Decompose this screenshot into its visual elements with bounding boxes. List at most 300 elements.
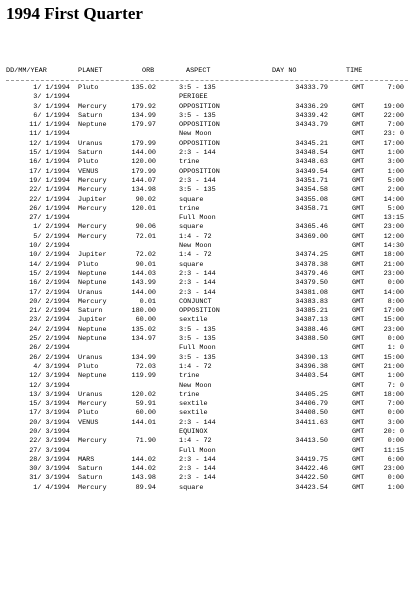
table-row xyxy=(0,400,412,409)
cell-timezone: GMT xyxy=(352,409,365,418)
cell-day-no: 34345.21 xyxy=(295,139,328,148)
cell-aspect: EQUINOX xyxy=(179,427,208,436)
cell-orb: 179.99 xyxy=(131,139,156,148)
cell-timezone: GMT xyxy=(352,390,365,399)
cell-date: 6/ 1/1994 xyxy=(33,111,70,120)
cell-orb: 143.99 xyxy=(131,279,156,288)
cell-timezone: GMT xyxy=(352,372,365,381)
cell-timezone: GMT xyxy=(352,362,365,371)
cell-planet: MARS xyxy=(78,455,95,464)
cell-planet: Pluto xyxy=(78,409,99,418)
cell-day-no: 34351.71 xyxy=(295,176,328,185)
cell-planet: Pluto xyxy=(78,260,99,269)
cell-date: 15/ 2/1994 xyxy=(29,269,70,278)
cell-aspect: 2:3 - 144 xyxy=(179,455,216,464)
table-row xyxy=(0,316,412,325)
cell-time: 23:00 xyxy=(383,325,404,334)
cell-orb: 143.98 xyxy=(131,474,156,483)
cell-aspect: OPPOSITION xyxy=(179,307,220,316)
cell-aspect: 3:5 - 135 xyxy=(179,111,216,120)
table-row xyxy=(0,279,412,288)
cell-date: 31/ 3/1994 xyxy=(29,474,70,483)
cell-date: 14/ 2/1994 xyxy=(29,260,70,269)
cell-date: 13/ 3/1994 xyxy=(29,390,70,399)
header-orb: ORB xyxy=(142,67,155,75)
cell-planet: Neptune xyxy=(78,325,107,334)
cell-aspect: 2:3 - 144 xyxy=(179,474,216,483)
cell-date: 15/ 3/1994 xyxy=(29,400,70,409)
cell-date: 20/ 3/1994 xyxy=(29,418,70,427)
cell-orb: 60.00 xyxy=(135,316,156,325)
cell-date: 1/ 2/1994 xyxy=(33,223,70,232)
cell-orb: 144.02 xyxy=(131,455,156,464)
cell-time: 7:00 xyxy=(387,121,404,130)
cell-aspect: square xyxy=(179,195,204,204)
cell-planet: Pluto xyxy=(78,158,99,167)
cell-time: 7: 0 xyxy=(387,381,404,390)
cell-timezone: GMT xyxy=(352,307,365,316)
cell-planet: VENUS xyxy=(78,167,99,176)
cell-planet: Uranus xyxy=(78,390,103,399)
aspect-table xyxy=(0,84,412,493)
cell-timezone: GMT xyxy=(352,195,365,204)
cell-date: 26/ 1/1994 xyxy=(29,204,70,213)
cell-day-no: 34339.42 xyxy=(295,111,328,120)
cell-timezone: GMT xyxy=(352,418,365,427)
cell-planet: Neptune xyxy=(78,279,107,288)
cell-day-no: 34406.79 xyxy=(295,400,328,409)
cell-planet: Neptune xyxy=(78,269,107,278)
cell-planet: Mercury xyxy=(78,204,107,213)
cell-day-no: 34355.08 xyxy=(295,195,328,204)
cell-time: 11:15 xyxy=(383,446,404,455)
table-row xyxy=(0,474,412,483)
cell-date: 11/ 1/1994 xyxy=(29,121,70,130)
cell-date: 1/ 1/1994 xyxy=(33,84,70,92)
cell-aspect: 3:5 - 135 xyxy=(179,84,216,92)
table-row xyxy=(0,251,412,260)
cell-date: 10/ 2/1994 xyxy=(29,251,70,260)
cell-orb: 90.02 xyxy=(135,195,156,204)
cell-timezone: GMT xyxy=(352,427,365,436)
cell-time: 1:00 xyxy=(387,167,404,176)
cell-aspect: sextile xyxy=(179,409,208,418)
table-row xyxy=(0,298,412,307)
cell-time: 22:00 xyxy=(383,111,404,120)
cell-time: 14:30 xyxy=(383,242,404,251)
cell-aspect: OPPOSITION xyxy=(179,121,220,130)
table-row xyxy=(0,270,412,279)
cell-orb: 120.00 xyxy=(131,158,156,167)
cell-timezone: GMT xyxy=(352,344,365,353)
table-row xyxy=(0,335,412,344)
cell-timezone: GMT xyxy=(352,455,365,464)
cell-date: 12/ 1/1994 xyxy=(29,139,70,148)
cell-time: 7:00 xyxy=(387,84,404,92)
cell-aspect: OPPOSITION xyxy=(179,139,220,148)
cell-day-no: 34396.38 xyxy=(295,362,328,371)
cell-time: 5:00 xyxy=(387,176,404,185)
cell-aspect: 3:5 - 135 xyxy=(179,325,216,334)
cell-aspect: CONJUNCT xyxy=(179,297,212,306)
header-divider xyxy=(6,80,408,81)
cell-aspect: Full Moon xyxy=(179,214,216,223)
cell-date: 10/ 2/1994 xyxy=(29,242,70,251)
cell-aspect: trine xyxy=(179,204,200,213)
cell-planet: Uranus xyxy=(78,353,103,362)
cell-orb: 90.01 xyxy=(135,260,156,269)
cell-orb: 60.00 xyxy=(135,409,156,418)
cell-date: 26/ 2/1994 xyxy=(29,344,70,353)
cell-day-no: 34419.75 xyxy=(295,455,328,464)
cell-timezone: GMT xyxy=(352,204,365,213)
cell-date: 28/ 3/1994 xyxy=(29,455,70,464)
cell-planet: Mercury xyxy=(78,483,107,492)
cell-timezone: GMT xyxy=(352,325,365,334)
cell-orb: 134.97 xyxy=(131,335,156,344)
cell-orb: 135.02 xyxy=(131,84,156,92)
cell-orb: 89.94 xyxy=(135,483,156,492)
cell-aspect: trine xyxy=(179,372,200,381)
cell-orb: 144.00 xyxy=(131,288,156,297)
cell-time: 20: 0 xyxy=(383,427,404,436)
cell-date: 17/ 2/1994 xyxy=(29,288,70,297)
cell-orb: 135.02 xyxy=(131,325,156,334)
table-row xyxy=(0,465,412,474)
cell-timezone: GMT xyxy=(352,130,365,139)
cell-day-no: 34383.83 xyxy=(295,297,328,306)
cell-timezone: GMT xyxy=(352,149,365,158)
cell-aspect: 2:3 - 144 xyxy=(179,269,216,278)
cell-time: 0:00 xyxy=(387,474,404,483)
cell-aspect: 1:4 - 72 xyxy=(179,362,212,371)
cell-date: 1/ 4/1994 xyxy=(33,483,70,492)
cell-day-no: 34413.50 xyxy=(295,437,328,446)
cell-orb: 180.00 xyxy=(131,307,156,316)
cell-timezone: GMT xyxy=(352,446,365,455)
cell-orb: 72.01 xyxy=(135,232,156,241)
cell-planet: Uranus xyxy=(78,139,103,148)
cell-planet: Pluto xyxy=(78,84,99,92)
cell-aspect: 2:3 - 144 xyxy=(179,149,216,158)
table-row xyxy=(0,409,412,418)
cell-time: 18:00 xyxy=(383,390,404,399)
cell-orb: 72.02 xyxy=(135,251,156,260)
table-row xyxy=(0,93,412,102)
header-planet: PLANET xyxy=(78,67,103,75)
cell-aspect: sextile xyxy=(179,400,208,409)
cell-day-no: 34348.63 xyxy=(295,158,328,167)
cell-aspect: square xyxy=(179,483,204,492)
cell-timezone: GMT xyxy=(352,158,365,167)
table-row xyxy=(0,289,412,298)
cell-orb: 144.07 xyxy=(131,176,156,185)
table-row xyxy=(0,419,412,428)
cell-planet: Mercury xyxy=(78,232,107,241)
cell-timezone: GMT xyxy=(352,251,365,260)
cell-timezone: GMT xyxy=(352,353,365,362)
cell-date: 25/ 2/1994 xyxy=(29,335,70,344)
cell-date: 4/ 3/1994 xyxy=(33,362,70,371)
cell-orb: 144.02 xyxy=(131,465,156,474)
cell-date: 23/ 2/1994 xyxy=(29,316,70,325)
cell-timezone: GMT xyxy=(352,381,365,390)
cell-day-no: 34403.54 xyxy=(295,372,328,381)
table-row xyxy=(0,214,412,223)
cell-date: 22/ 1/1994 xyxy=(29,195,70,204)
cell-day-no: 34365.46 xyxy=(295,223,328,232)
table-row xyxy=(0,363,412,372)
cell-time: 0:00 xyxy=(387,437,404,446)
cell-date: 22/ 3/1994 xyxy=(29,437,70,446)
table-row xyxy=(0,233,412,242)
cell-date: 15/ 1/1994 xyxy=(29,149,70,158)
cell-aspect: OPPOSITION xyxy=(179,102,220,111)
cell-date: 16/ 1/1994 xyxy=(29,158,70,167)
cell-aspect: square xyxy=(179,223,204,232)
cell-date: 20/ 2/1994 xyxy=(29,297,70,306)
cell-time: 23:00 xyxy=(383,269,404,278)
cell-time: 0:00 xyxy=(387,279,404,288)
cell-aspect: trine xyxy=(179,390,200,399)
cell-day-no: 34358.71 xyxy=(295,204,328,213)
cell-day-no: 34333.79 xyxy=(295,84,328,92)
cell-aspect: 2:3 - 144 xyxy=(179,288,216,297)
cell-timezone: GMT xyxy=(352,223,365,232)
cell-date: 30/ 3/1994 xyxy=(29,465,70,474)
cell-date: 21/ 2/1994 xyxy=(29,307,70,316)
cell-aspect: 3:5 - 135 xyxy=(179,186,216,195)
cell-orb: 119.99 xyxy=(131,372,156,381)
cell-day-no: 34378.38 xyxy=(295,260,328,269)
cell-time: 15:00 xyxy=(383,316,404,325)
cell-aspect: Full Moon xyxy=(179,446,216,455)
cell-orb: 144.03 xyxy=(131,269,156,278)
cell-timezone: GMT xyxy=(352,186,365,195)
cell-timezone: GMT xyxy=(352,139,365,148)
table-row xyxy=(0,354,412,363)
cell-time: 13:15 xyxy=(383,214,404,223)
cell-orb: 134.99 xyxy=(131,353,156,362)
cell-planet: Neptune xyxy=(78,335,107,344)
cell-orb: 72.03 xyxy=(135,362,156,371)
cell-aspect: New Moon xyxy=(179,381,212,390)
cell-day-no: 34374.25 xyxy=(295,251,328,260)
cell-planet: VENUS xyxy=(78,418,99,427)
table-row xyxy=(0,428,412,437)
table-row xyxy=(0,205,412,214)
cell-date: 3/ 1/1994 xyxy=(33,93,70,102)
cell-planet: Mercury xyxy=(78,176,107,185)
cell-aspect: 1:4 - 72 xyxy=(179,437,212,446)
table-row xyxy=(0,344,412,353)
cell-time: 23:00 xyxy=(383,465,404,474)
page-title: 1994 First Quarter xyxy=(6,4,143,23)
cell-timezone: GMT xyxy=(352,214,365,223)
cell-time: 1:00 xyxy=(387,149,404,158)
cell-day-no: 34387.13 xyxy=(295,316,328,325)
cell-aspect: 3:5 - 135 xyxy=(179,335,216,344)
cell-day-no: 34336.29 xyxy=(295,102,328,111)
cell-time: 3:00 xyxy=(387,158,404,167)
table-row xyxy=(0,84,412,93)
cell-timezone: GMT xyxy=(352,111,365,120)
cell-planet: Pluto xyxy=(78,362,99,371)
cell-day-no: 34379.46 xyxy=(295,269,328,278)
cell-orb: 179.99 xyxy=(131,167,156,176)
cell-planet: Saturn xyxy=(78,474,103,483)
table-row xyxy=(0,484,412,493)
cell-orb: 134.98 xyxy=(131,186,156,195)
cell-planet: Neptune xyxy=(78,372,107,381)
table-row xyxy=(0,447,412,456)
table-row xyxy=(0,158,412,167)
cell-aspect: New Moon xyxy=(179,242,212,251)
cell-aspect: 2:3 - 144 xyxy=(179,418,216,427)
cell-planet: Jupiter xyxy=(78,251,107,260)
table-row xyxy=(0,307,412,316)
cell-aspect: 3:5 - 135 xyxy=(179,353,216,362)
cell-date: 5/ 2/1994 xyxy=(33,232,70,241)
cell-orb: 179.92 xyxy=(131,102,156,111)
cell-timezone: GMT xyxy=(352,260,365,269)
cell-aspect: OPPOSITION xyxy=(179,167,220,176)
table-row xyxy=(0,223,412,232)
cell-date: 11/ 1/1994 xyxy=(29,130,70,139)
cell-time: 6:00 xyxy=(387,455,404,464)
cell-day-no: 34381.08 xyxy=(295,288,328,297)
cell-time: 15:00 xyxy=(383,353,404,362)
cell-time: 5:00 xyxy=(387,204,404,213)
cell-date: 12/ 3/1994 xyxy=(29,372,70,381)
cell-orb: 144.00 xyxy=(131,149,156,158)
cell-day-no: 34354.58 xyxy=(295,186,328,195)
cell-planet: Mercury xyxy=(78,297,107,306)
cell-date: 24/ 2/1994 xyxy=(29,325,70,334)
cell-day-no: 34349.54 xyxy=(295,167,328,176)
cell-orb: 120.02 xyxy=(131,390,156,399)
cell-timezone: GMT xyxy=(352,465,365,474)
cell-day-no: 34422.46 xyxy=(295,465,328,474)
cell-time: 12:00 xyxy=(383,232,404,241)
cell-timezone: GMT xyxy=(352,316,365,325)
cell-planet: Mercury xyxy=(78,102,107,111)
cell-timezone: GMT xyxy=(352,297,365,306)
table-row xyxy=(0,261,412,270)
cell-timezone: GMT xyxy=(352,437,365,446)
cell-time: 0:00 xyxy=(387,335,404,344)
cell-day-no: 34405.25 xyxy=(295,390,328,399)
cell-day-no: 34408.50 xyxy=(295,409,328,418)
cell-aspect: PERIGEE xyxy=(179,93,208,102)
table-row xyxy=(0,196,412,205)
cell-date: 27/ 1/1994 xyxy=(29,214,70,223)
cell-time: 17:00 xyxy=(383,139,404,148)
cell-planet: Neptune xyxy=(78,121,107,130)
cell-time: 8:00 xyxy=(387,297,404,306)
cell-planet: Mercury xyxy=(78,186,107,195)
cell-day-no: 34348.54 xyxy=(295,149,328,158)
cell-date: 27/ 3/1994 xyxy=(29,446,70,455)
cell-time: 23:00 xyxy=(383,223,404,232)
cell-aspect: 1:4 - 72 xyxy=(179,232,212,241)
cell-aspect: 2:3 - 144 xyxy=(179,465,216,474)
cell-timezone: GMT xyxy=(352,102,365,111)
cell-timezone: GMT xyxy=(352,232,365,241)
cell-aspect: sextile xyxy=(179,316,208,325)
cell-time: 23: 0 xyxy=(383,130,404,139)
header-aspect: ASPECT xyxy=(186,67,211,75)
cell-day-no: 34423.54 xyxy=(295,483,328,492)
cell-date: 19/ 1/1994 xyxy=(29,176,70,185)
cell-orb: 134.99 xyxy=(131,111,156,120)
cell-day-no: 34411.63 xyxy=(295,418,328,427)
table-row xyxy=(0,130,412,139)
cell-timezone: GMT xyxy=(352,269,365,278)
cell-aspect: 2:3 - 144 xyxy=(179,176,216,185)
table-row xyxy=(0,140,412,149)
cell-planet: Mercury xyxy=(78,437,107,446)
cell-time: 7:00 xyxy=(387,400,404,409)
cell-timezone: GMT xyxy=(352,400,365,409)
cell-aspect: trine xyxy=(179,158,200,167)
table-header xyxy=(0,67,412,77)
cell-orb: 179.97 xyxy=(131,121,156,130)
cell-timezone: GMT xyxy=(352,121,365,130)
table-row xyxy=(0,149,412,158)
cell-planet: Saturn xyxy=(78,149,103,158)
cell-day-no: 34390.13 xyxy=(295,353,328,362)
cell-timezone: GMT xyxy=(352,483,365,492)
cell-date: 12/ 3/1994 xyxy=(29,381,70,390)
cell-day-no: 34388.46 xyxy=(295,325,328,334)
header-time: TIME xyxy=(346,67,363,75)
table-row xyxy=(0,168,412,177)
cell-orb: 0.01 xyxy=(139,297,156,306)
cell-aspect: square xyxy=(179,260,204,269)
cell-time: 3:00 xyxy=(387,418,404,427)
cell-time: 19:00 xyxy=(383,102,404,111)
cell-timezone: GMT xyxy=(352,84,365,92)
cell-time: 1:00 xyxy=(387,372,404,381)
table-row xyxy=(0,112,412,121)
cell-date: 17/ 3/1994 xyxy=(29,409,70,418)
cell-timezone: GMT xyxy=(352,176,365,185)
table-row xyxy=(0,437,412,446)
table-row xyxy=(0,456,412,465)
cell-timezone: GMT xyxy=(352,335,365,344)
cell-time: 21:00 xyxy=(383,260,404,269)
cell-date: 20/ 3/1994 xyxy=(29,427,70,436)
header-date: DD/MM/YEAR xyxy=(6,67,47,75)
cell-date: 22/ 1/1994 xyxy=(29,186,70,195)
cell-aspect: 2:3 - 144 xyxy=(179,279,216,288)
cell-day-no: 34343.79 xyxy=(295,121,328,130)
cell-orb: 59.91 xyxy=(135,400,156,409)
cell-time: 1:00 xyxy=(387,483,404,492)
header-day-no: DAY NO xyxy=(272,67,297,75)
cell-orb: 71.90 xyxy=(135,437,156,446)
cell-date: 26/ 2/1994 xyxy=(29,353,70,362)
cell-timezone: GMT xyxy=(352,279,365,288)
cell-day-no: 34369.00 xyxy=(295,232,328,241)
cell-aspect: New Moon xyxy=(179,130,212,139)
cell-date: 3/ 1/1994 xyxy=(33,102,70,111)
cell-day-no: 34379.50 xyxy=(295,279,328,288)
cell-planet: Saturn xyxy=(78,111,103,120)
cell-time: 1: 0 xyxy=(387,344,404,353)
table-row xyxy=(0,326,412,335)
